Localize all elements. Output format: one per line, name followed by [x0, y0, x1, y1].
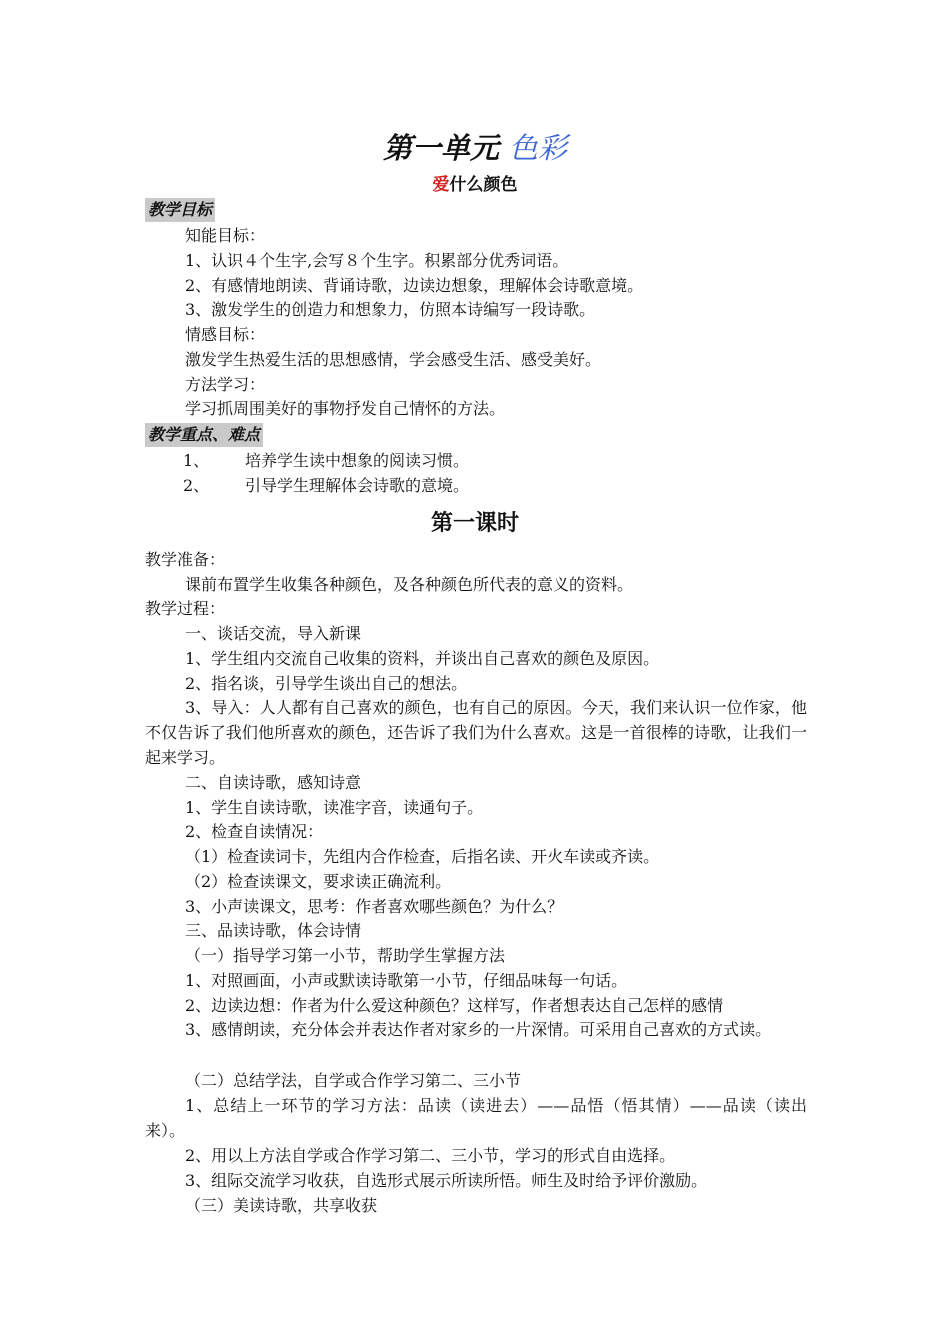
process-step: （2）检查读课文，要求读正确流利。 — [185, 872, 452, 891]
process-step: 一、谈话交流，导入新课 — [185, 624, 362, 643]
process-step: （一）指导学习第一小节，帮助学生掌握方法 — [185, 946, 506, 965]
lesson-title: 第一课时 — [430, 510, 519, 536]
objective-line: 1、认识４个生字,会写８个生字。积累部分优秀词语。 — [185, 251, 569, 270]
unit-title-accent: 色彩 — [509, 131, 568, 165]
process-step: （三）美读诗歌，共享收获 — [185, 1196, 378, 1215]
unit-title — [0, 128, 950, 168]
process-label: 教学过程： — [145, 599, 226, 618]
process-step: 1、学生自读诗歌，读准字音，读通句子。 — [185, 798, 484, 817]
lesson-subtitle — [0, 172, 950, 198]
process-step: 3、小声读课文，思考：作者喜欢哪些颜色？为什么？ — [185, 897, 564, 916]
key-point-text: 引导学生理解体会诗歌的意境。 — [245, 476, 470, 495]
section-heading-objectives: 教学目标 — [145, 198, 215, 222]
objective-line: 2、有感情地朗读、背诵诗歌，边读边想象，理解体会诗歌意境。 — [185, 276, 644, 295]
process-paragraph: 1、总结上一环节的学习方法：品读（读进去）——品悟（悟其情）——品读（读出来）。 — [145, 1096, 807, 1140]
subtitle-red-char: 爱 — [432, 175, 450, 195]
process-step: 二、自读诗歌，感知诗意 — [185, 773, 362, 792]
process-step: （1）检查读词卡，先组内合作检查，后指名读、开火车读或齐读。 — [185, 847, 660, 866]
objective-line: 情感目标： — [185, 325, 266, 344]
process-step: 2、用以上方法自学或合作学习第二、三小节，学习的形式自由选择。 — [185, 1146, 676, 1165]
prep-text: 课前布置学生收集各种颜色，及各种颜色所代表的意义的资料。 — [185, 575, 634, 594]
objective-line: 激发学生热爱生活的思想感情，学会感受生活、感受美好。 — [185, 350, 602, 369]
section-heading-key-points: 教学重点、难点 — [145, 423, 263, 447]
process-step: 2、检查自读情况： — [185, 822, 324, 841]
prep-label: 教学准备： — [145, 550, 226, 569]
process-step: 三、品读诗歌，体会诗情 — [185, 921, 362, 940]
objective-line: 方法学习： — [185, 375, 266, 394]
objective-line: 知能目标： — [185, 226, 266, 245]
key-point-number: 2、 — [183, 476, 210, 495]
unit-title-main: 第一单元 — [382, 131, 499, 165]
objective-line: 学习抓周围美好的事物抒发自己情怀的方法。 — [185, 399, 506, 418]
process-step: 2、边读边想：作者为什么爱这种颜色？这样写，作者想表达自己怎样的感情 — [185, 996, 724, 1015]
process-step: （二）总结学法，自学或合作学习第二、三小节 — [185, 1071, 522, 1090]
process-step: 1、对照画面，小声或默读诗歌第一小节，仔细品味每一句话。 — [185, 971, 628, 990]
process-step: 3、组际交流学习收获，自选形式展示所读所悟。师生及时给予评价激励。 — [185, 1171, 708, 1190]
subtitle-rest: 什么颜色 — [449, 175, 518, 195]
objective-line: 3、激发学生的创造力和想象力，仿照本诗编写一段诗歌。 — [185, 300, 596, 319]
process-paragraph: 3、感情朗读，充分体会并表达作者对家乡的一片深情。可采用自己喜欢的方式读。 — [185, 1020, 772, 1039]
key-point-text: 培养学生读中想象的阅读习惯。 — [245, 451, 470, 470]
process-step: 1、学生组内交流自己收集的资料，并谈出自己喜欢的颜色及原因。 — [185, 649, 660, 668]
process-step: 2、指名谈，引导学生谈出自己的想法。 — [185, 674, 468, 693]
process-paragraph: 3、导入：人人都有自己喜欢的颜色，也有自己的原因。今天，我们来认识一位作家，他不仅告诉了我们他所喜欢的颜色，还告诉了我们为什么喜欢。这是一首很棒的诗歌，让我们一起来学习。 — [145, 698, 807, 767]
key-point-number: 1、 — [183, 451, 210, 470]
